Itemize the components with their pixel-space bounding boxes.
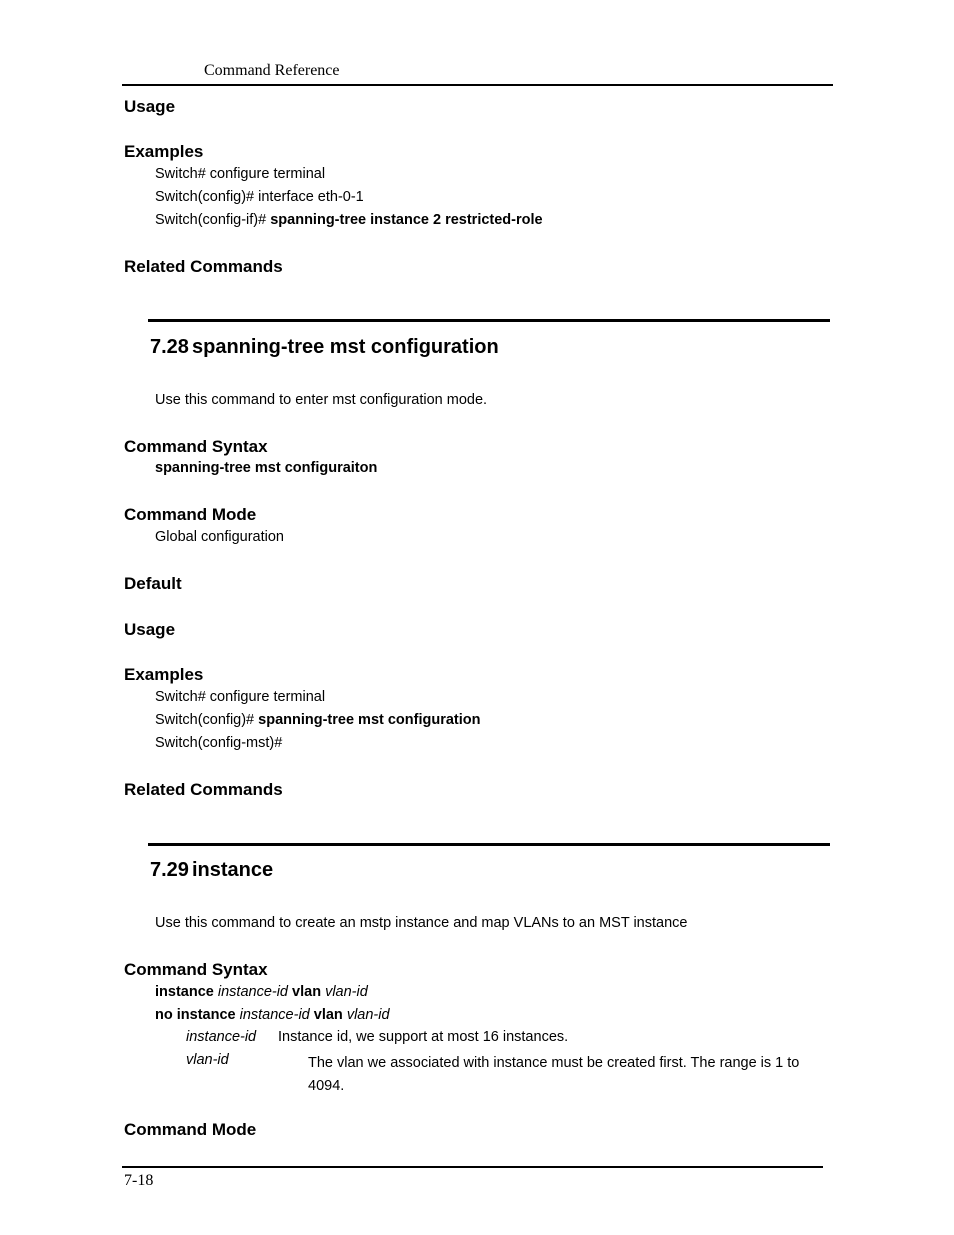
- examples-heading: Examples: [124, 142, 204, 161]
- command-syntax: instance instance-id vlan vlan-id: [155, 984, 368, 1000]
- command-syntax: spanning-tree mst configuraiton: [155, 460, 378, 476]
- example-line: Switch# configure terminal: [155, 166, 326, 182]
- command-mode-heading: Command Mode: [124, 1120, 257, 1139]
- section-title: 7.28 spanning-tree mst configuration: [150, 336, 499, 358]
- usage-heading: Usage: [124, 620, 176, 639]
- example-line: Switch(config)# interface eth-0-1: [155, 189, 364, 205]
- footer-rule: [122, 1166, 823, 1168]
- example-line: Switch# configure terminal: [155, 689, 326, 705]
- param-description: The vlan we associated with instance must be created first. The range is 1 to 4094.: [308, 1055, 800, 1094]
- related-commands-heading: Related Commands: [124, 780, 283, 799]
- example-line: Switch(config-if)# spanning-tree instance 2 restricted-role: [155, 212, 543, 228]
- related-commands-heading: Related Commands: [124, 257, 283, 276]
- section-description: Use this command to enter mst configuration mode.: [155, 392, 488, 408]
- param-name: vlan-id: [186, 1052, 229, 1068]
- command-mode-heading: Command Mode: [124, 505, 257, 524]
- command-syntax-no: no instance instance-id vlan vlan-id: [155, 1007, 390, 1023]
- header-rule: [122, 84, 833, 86]
- section-rule: [148, 843, 830, 846]
- default-heading: Default: [124, 574, 182, 593]
- command-mode: Global configuration: [155, 529, 284, 545]
- example-line: Switch(config-mst)#: [155, 735, 283, 751]
- examples-heading: Examples: [124, 665, 204, 684]
- running-header: Command Reference: [204, 62, 340, 79]
- section-title: 7.29 instance: [150, 859, 274, 881]
- command-syntax-heading: Command Syntax: [124, 437, 268, 456]
- section-description: Use this command to create an mstp instance and map VLANs to an MST instance: [155, 915, 688, 931]
- param-name: instance-id: [186, 1029, 257, 1045]
- page-number: 7-18: [124, 1172, 154, 1189]
- usage-heading: Usage: [124, 97, 176, 116]
- command-syntax-heading: Command Syntax: [124, 960, 268, 979]
- section-rule: [148, 319, 830, 322]
- example-line: Switch(config)# spanning-tree mst configuration: [155, 712, 481, 728]
- param-description: Instance id, we support at most 16 instances.: [278, 1029, 569, 1045]
